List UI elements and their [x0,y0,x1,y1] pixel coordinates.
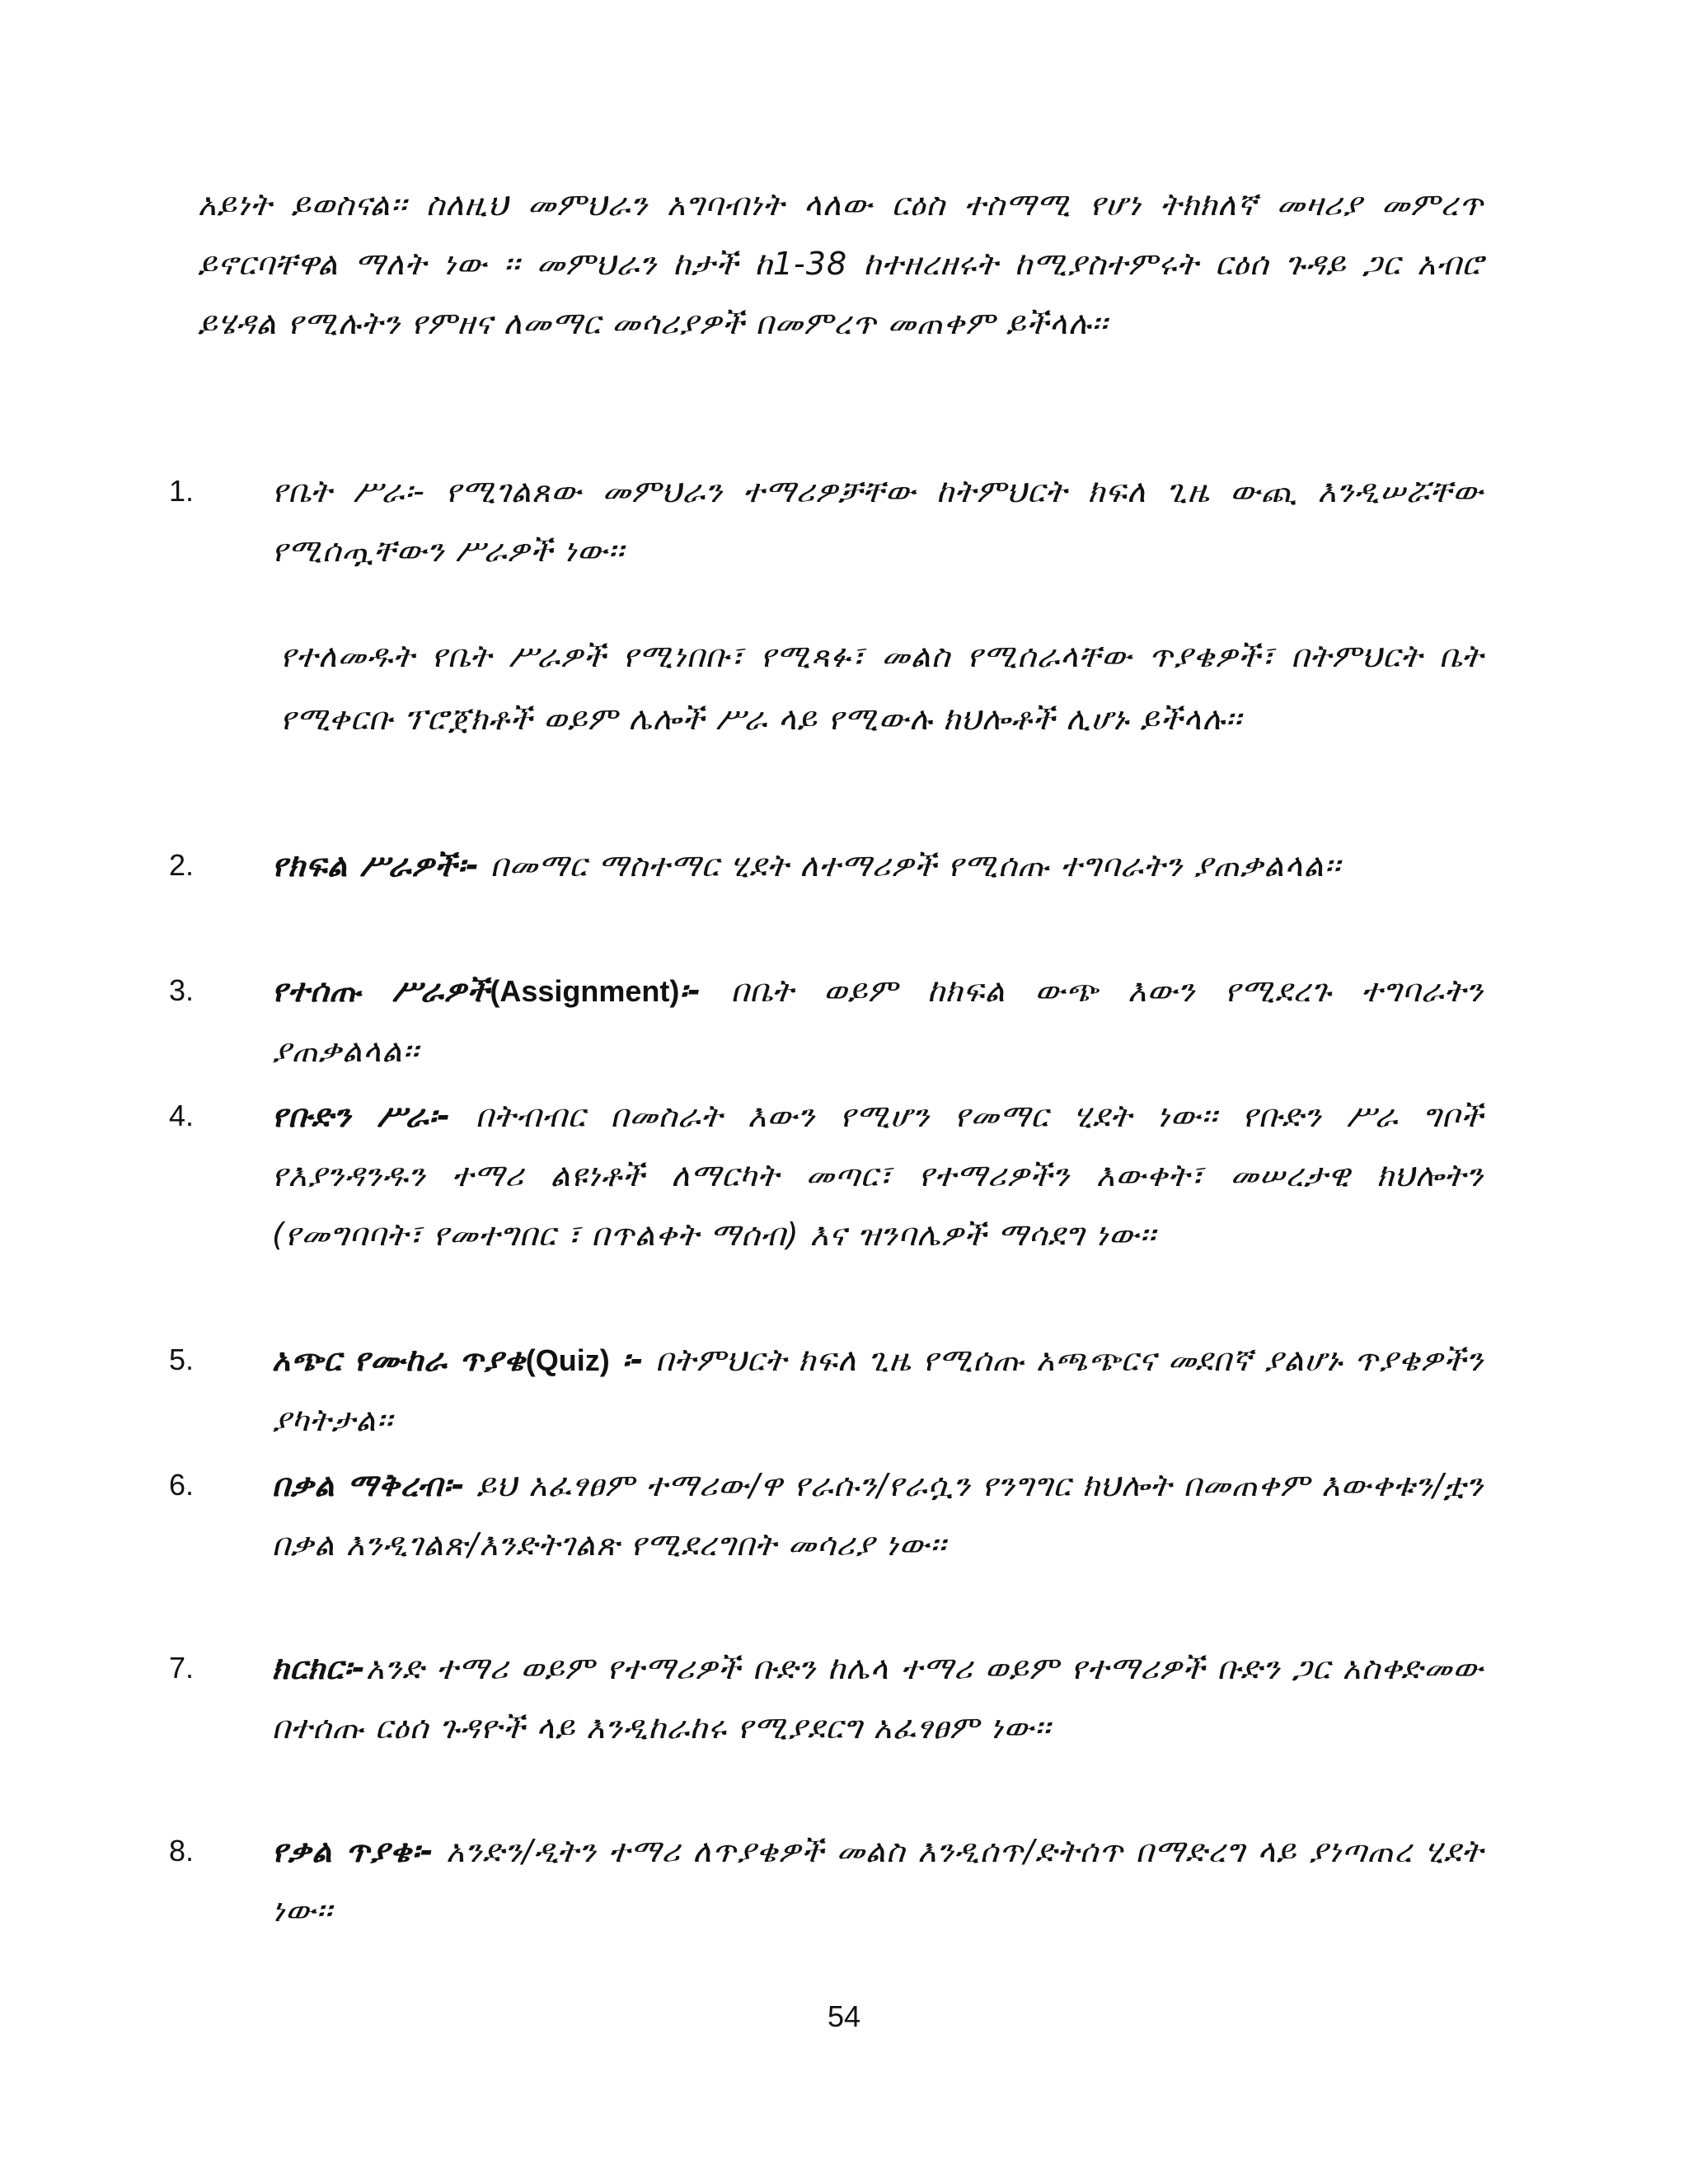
item-number: 1. [169,474,195,508]
intro-paragraph: አይነት ይወስናል፡፡ ስለዚህ መምህራን አግባብነት ላለው ርዕስ ተስማሚ የሆነ ትክክለኛ መዛሪያ መምረጥ ይኖርባቸዋል ማለት ነው ፡፡ መምህራን ከታች ከ1-38 ከተዘረዘሩት ከሚያስተምሩት ርዕሰ ጉዳይ ጋር አብሮ ይሄዳል የሚሉትን የምዘና ለመማር መሳሪያዎች በመምረጥ መጠቀም ይችላሉ፡፡ [198,186,1484,341]
item-number: 4. [169,1099,195,1132]
item-text [272,1455,1484,1574]
item-body: በቤት ወይም ከክፍል ውጭ እውን የሚደረጉ ተግባራትን ያጠቃልላል፡፡ [272,972,1484,1069]
item-text [272,1330,1484,1450]
item-body: የቤት ሥራ፡- የሚገልጸው መምህራን ተማሪዎቻቸው ከትምህርት ክፍለ ጊዜ ውጪ እንዲሠሯቸው የሚሰጧቸውን ሥራዎች ነው፡፡ [272,473,1484,569]
item-text [272,462,1484,580]
item-term-suffix: ፡- [609,1342,645,1378]
item-1-subparagraph: የተለመዱት የቤት ሥራዎች የሚነበቡ፣ የሚጻፉ፣ መልስ የሚሰራላቸው ጥያቄዎች፣ በትምህርት ቤት የሚቀርቡ ፕሮጀክቶች ወይም ሌሎች ሥራ ላይ የሚውሉ ክህሎቶች ሊሆኑ ይችላሉ፡፡ [280,638,1484,737]
item-number: 6. [169,1468,195,1502]
item-term: የክፍል ሥራዎች፡- [272,847,480,883]
item-body: በትምህርት ክፍለ ጊዜ የሚሰጡ አጫጭርና መደበኛ ያልሆኑ ጥያቄዎችን ያካትታል፡፡ [272,1342,1484,1438]
item-body: ይህ አፈፃፀም ተማሪው/ዋ የራሱን/የራሷን የንግግር ክህሎት በመጠቀም እውቀቱን/ቷን በቃል እንዲገልጽ/እንድትገልጽ የሚደረግበት መሳሪያ ነው፡፡ [272,1467,1484,1563]
item-term-latin: (Assignment) [490,974,680,1008]
item-body: በመማር ማስተማር ሂደት ለተማሪዎች የሚሰጡ ተግባራትን ያጠቃልላል፡፡ [479,847,1341,883]
item-text [272,961,1484,1080]
item-number: 5. [169,1343,195,1376]
item-text [272,1086,1484,1264]
item-number: 8. [169,1834,195,1868]
item-term: የተሰጡ ሥራዎች [272,972,490,1009]
item-number: 3. [169,973,195,1007]
item-body: አንድ ተማሪ ወይም የተማሪዎች ቡድን ከሌላ ተማሪ ወይም የተማሪዎች ቡድን ጋር አስቀድመው በተሰጡ ርዕሰ ጉዳዮች ላይ እንዲከራከሩ የሚያደርግ አፈፃፀም ነው፡፡ [272,1650,1484,1746]
item-text [272,1821,1484,1940]
item-term: አጭር የሙከራ ጥያቄ [272,1342,526,1378]
item-number: 7. [169,1651,195,1685]
item-term: ክርክር፡- [272,1650,366,1686]
item-term: የቡድን ሥራ፡- [272,1098,451,1134]
item-term: በቃል ማቅረብ፡- [272,1467,466,1503]
item-text [272,1638,1484,1757]
item-body: በትብብር በመስራት እውን የሚሆን የመማር ሂደት ነው፡፡ የቡድን ሥራ ግቦች የእያንዳንዱን ተማሪ ልዩነቶች ለማርካት መጣር፣ የተማሪዎችን እውቀት፣ መሠረታዊ ክህሎትን (የመግባባት፣ የመተግበር ፣ በጥልቀት ማሰብ) እና ዝንባሌዎች ማሳደግ ነው፡፡ [272,1098,1484,1253]
item-term: የቃል ጥያቄ፡- [272,1833,434,1869]
item-term-suffix: ፡- [679,972,702,1009]
item-body: አንድን/ዲትን ተማሪ ለጥያቄዎች መልስ እንዲሰጥ/ድትሰጥ በማድረግ ላይ ያነጣጠረ ሂደት ነው፡፡ [272,1833,1484,1929]
item-term-latin: (Quiz) [525,1343,610,1377]
page-number: 54 [827,1999,861,2033]
item-number: 2. [169,848,195,882]
item-text [272,836,1484,895]
